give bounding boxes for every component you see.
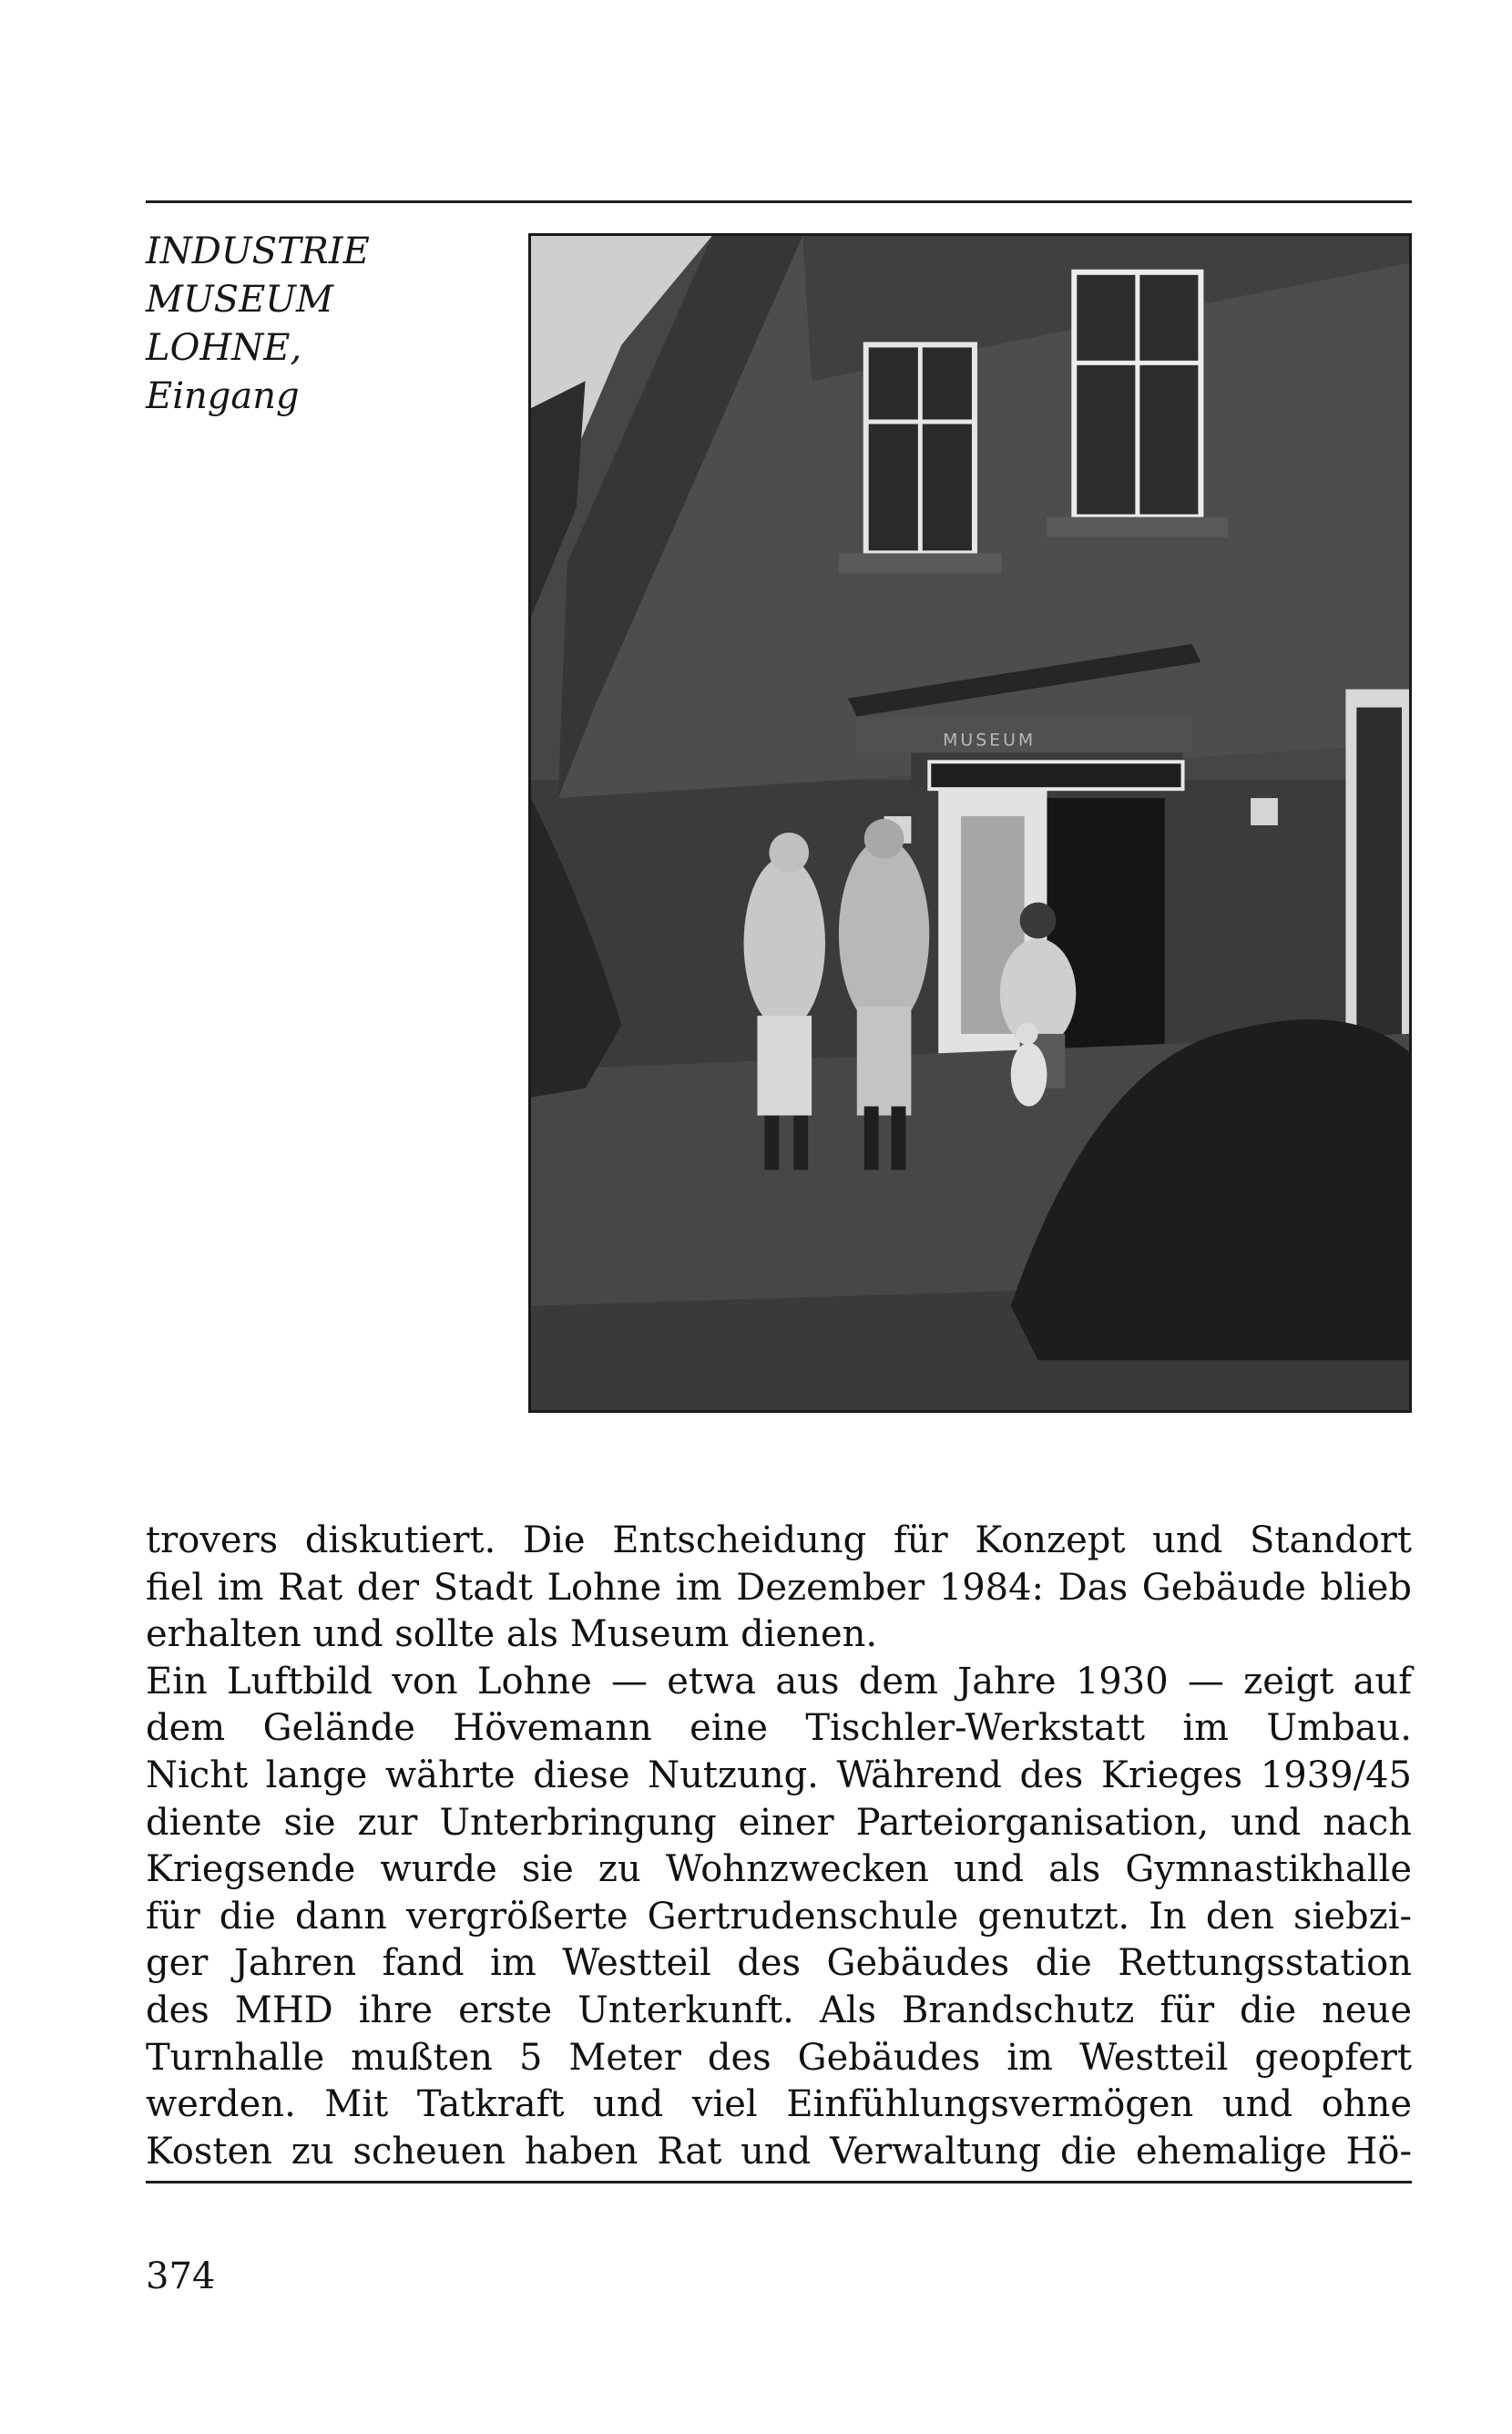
top-rule bbox=[146, 200, 1412, 203]
bottom-rule bbox=[146, 2181, 1412, 2183]
photo-illustration bbox=[531, 236, 1409, 1410]
body-line: werden. Mit Tatkraft und viel Einfühlungsvermögen und ohne bbox=[146, 2083, 1412, 2126]
museum-entrance-photo bbox=[528, 233, 1412, 1413]
caption-line: LOHNE, bbox=[146, 327, 302, 369]
body-line: erhalten und sollte als Museum dienen. bbox=[146, 1613, 878, 1656]
page-number: 374 bbox=[146, 2255, 216, 2297]
caption-line: MUSEUM bbox=[146, 279, 333, 321]
caption-line: Eingang bbox=[146, 375, 300, 417]
body-line: Turnhalle mußten 5 Meter des Gebäudes im Westteil geopfert bbox=[146, 2036, 1412, 2079]
body-line: Nicht lange währte diese Nutzung. Während des Krieges 1939/45 bbox=[146, 1754, 1412, 1796]
body-line: diente sie zur Unterbringung einer Parteiorganisation, und nach bbox=[146, 1801, 1412, 1844]
body-line: trovers diskutiert. Die Entscheidung für Konzept und Standort bbox=[146, 1519, 1412, 1561]
museum-sign-text: MUSEUM bbox=[943, 730, 1037, 751]
body-line: fiel im Rat der Stadt Lohne im Dezember 1984: Das Gebäude blieb bbox=[146, 1566, 1412, 1609]
body-line: Kriegsende wurde sie zu Wohnzwecken und als Gymnastikhalle bbox=[146, 1848, 1412, 1891]
body-line: dem Gelände Hövemann eine Tischler-Werkstatt im Umbau. bbox=[146, 1707, 1412, 1750]
body-line: des MHD ihre erste Unterkunft. Als Brandschutz für die neue bbox=[146, 1989, 1412, 2031]
caption-line: INDUSTRIE bbox=[146, 230, 370, 272]
body-line: Ein Luftbild von Lohne — etwa aus dem Jahre 1930 — zeigt auf bbox=[146, 1660, 1412, 1703]
body-line: ger Jahren fand im Westteil des Gebäudes die Rettungsstation bbox=[146, 1942, 1412, 1985]
body-text bbox=[146, 1518, 1412, 2175]
photo-caption bbox=[146, 228, 419, 421]
body-line: für die dann vergrößerte Gertrudenschule genutzt. In den siebzi- bbox=[146, 1895, 1412, 1938]
body-line: Kosten zu scheuen haben Rat und Verwaltung die ehemalige Hö- bbox=[146, 2130, 1412, 2173]
